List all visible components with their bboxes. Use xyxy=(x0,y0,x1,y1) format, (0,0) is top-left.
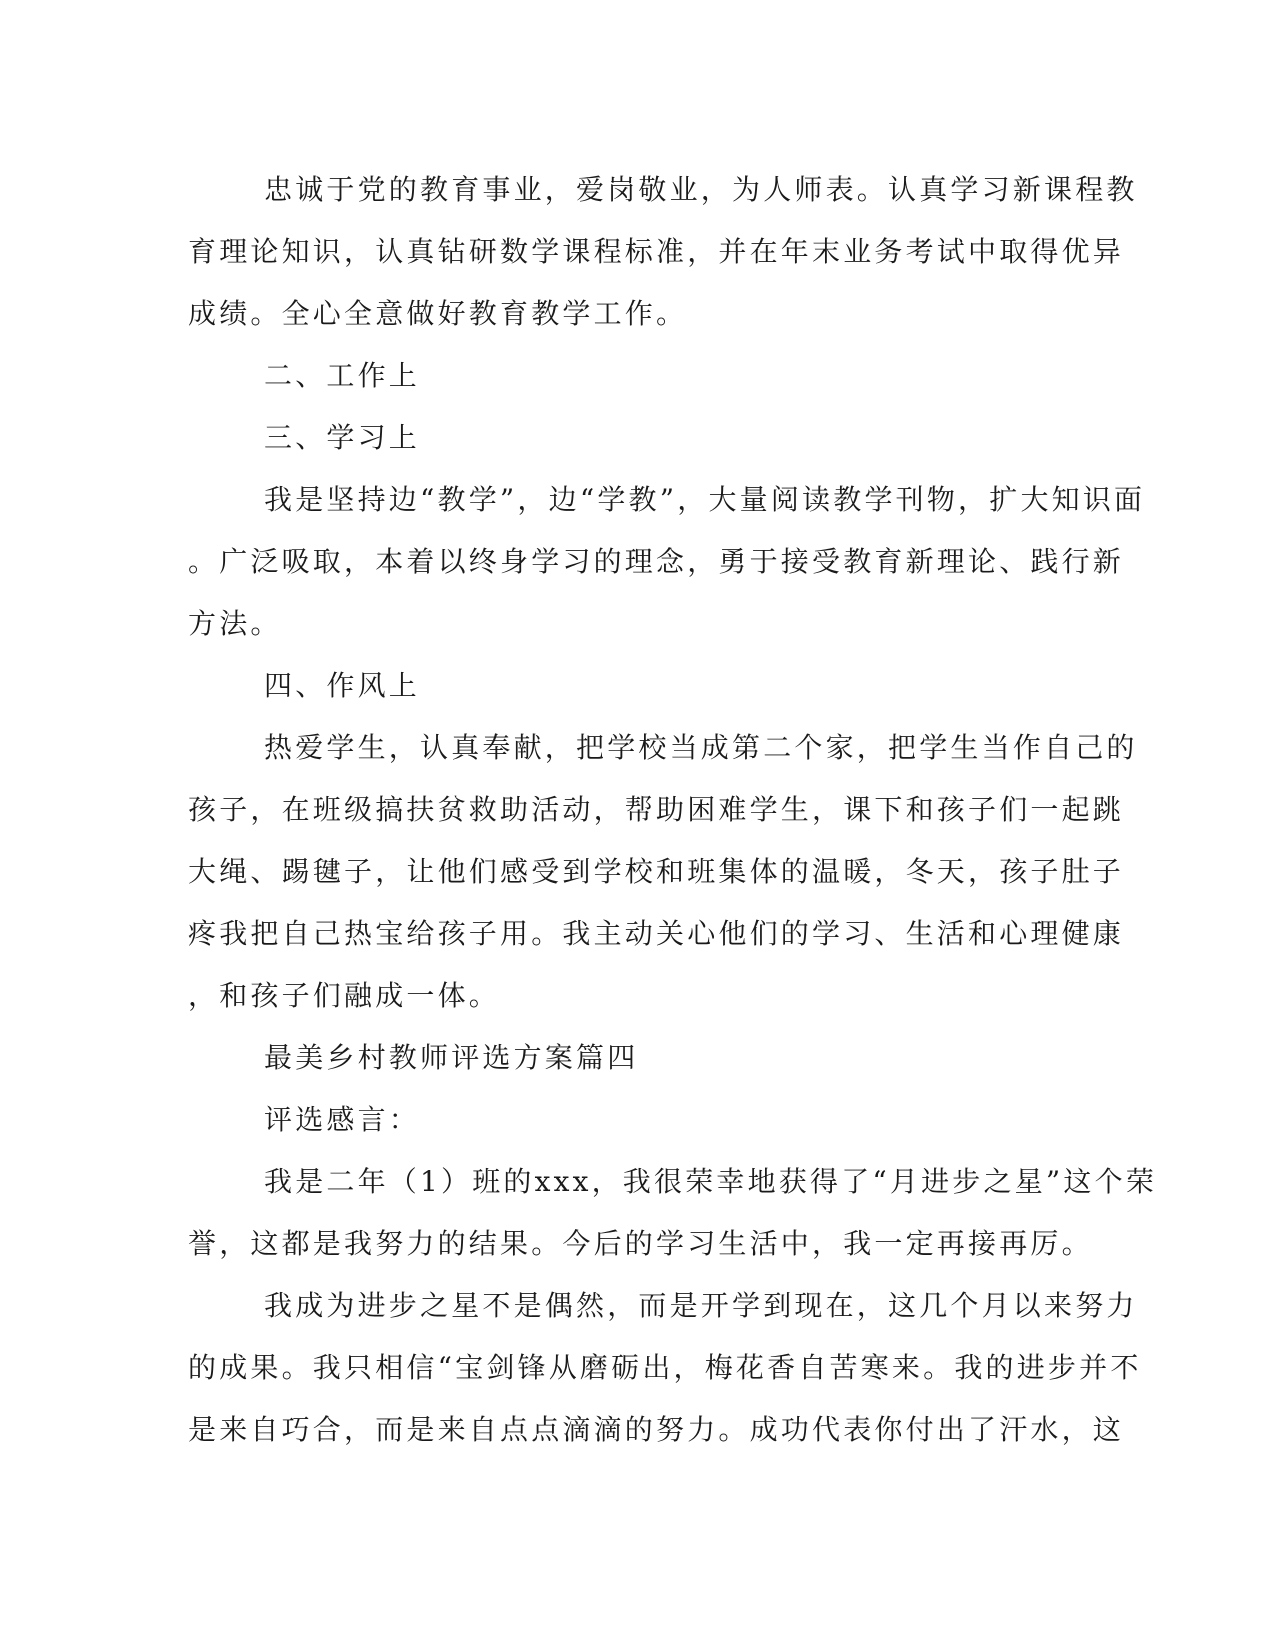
document-body xyxy=(188,159,1158,1461)
section-heading: 二、工作上 xyxy=(264,359,421,392)
text-line: 。广泛吸取，本着以终身学习的理念，勇于接受教育新理论、践行新 xyxy=(188,545,1125,578)
section-heading: 四、作风上 xyxy=(264,669,421,702)
text-line: 热爱学生，认真奉献，把学校当成第二个家，把学生当作自己的 xyxy=(264,731,1138,764)
text-line: 疼我把自己热宝给孩子用。我主动关心他们的学习、生活和心理健康 xyxy=(188,917,1125,950)
text-line: 成绩。全心全意做好教育教学工作。 xyxy=(188,297,688,330)
section-heading: 评选感言： xyxy=(264,1103,421,1136)
text-line: 誉，这都是我努力的结果。今后的学习生活中，我一定再接再厉。 xyxy=(188,1227,1093,1260)
text-line: 是来自巧合，而是来自点点滴滴的努力。成功代表你付出了汗水，这 xyxy=(188,1413,1125,1446)
section-heading: 三、学习上 xyxy=(264,421,421,454)
text-line: 大绳、踢毽子，让他们感受到学校和班集体的温暖，冬天，孩子肚子 xyxy=(188,855,1125,888)
text-line: 方法。 xyxy=(188,607,282,640)
text-line: 我是坚持边“教学”，边“学教”，大量阅读教学刊物，扩大知识面 xyxy=(264,483,1146,516)
text-line: 孩子，在班级搞扶贫救助活动，帮助困难学生，课下和孩子们一起跳 xyxy=(188,793,1125,826)
text-line: ，和孩子们融成一体。 xyxy=(188,979,501,1012)
text-line: 的成果。我只相信“宝剑锋从磨砺出，梅花香自苦寒来。我的进步并不 xyxy=(188,1351,1142,1384)
text-line: 育理论知识，认真钻研数学课程标准，并在年末业务考试中取得优异 xyxy=(188,235,1125,268)
section-title: 最美乡村教师评选方案篇四 xyxy=(264,1041,639,1074)
text-line: 忠诚于党的教育事业，爱岗敬业，为人师表。认真学习新课程教 xyxy=(264,173,1138,206)
text-line: 我是二年（1）班的xxx，我很荣幸地获得了“月进步之星”这个荣 xyxy=(264,1165,1158,1198)
text-line: 我成为进步之星不是偶然，而是开学到现在，这几个月以来努力 xyxy=(264,1289,1138,1322)
